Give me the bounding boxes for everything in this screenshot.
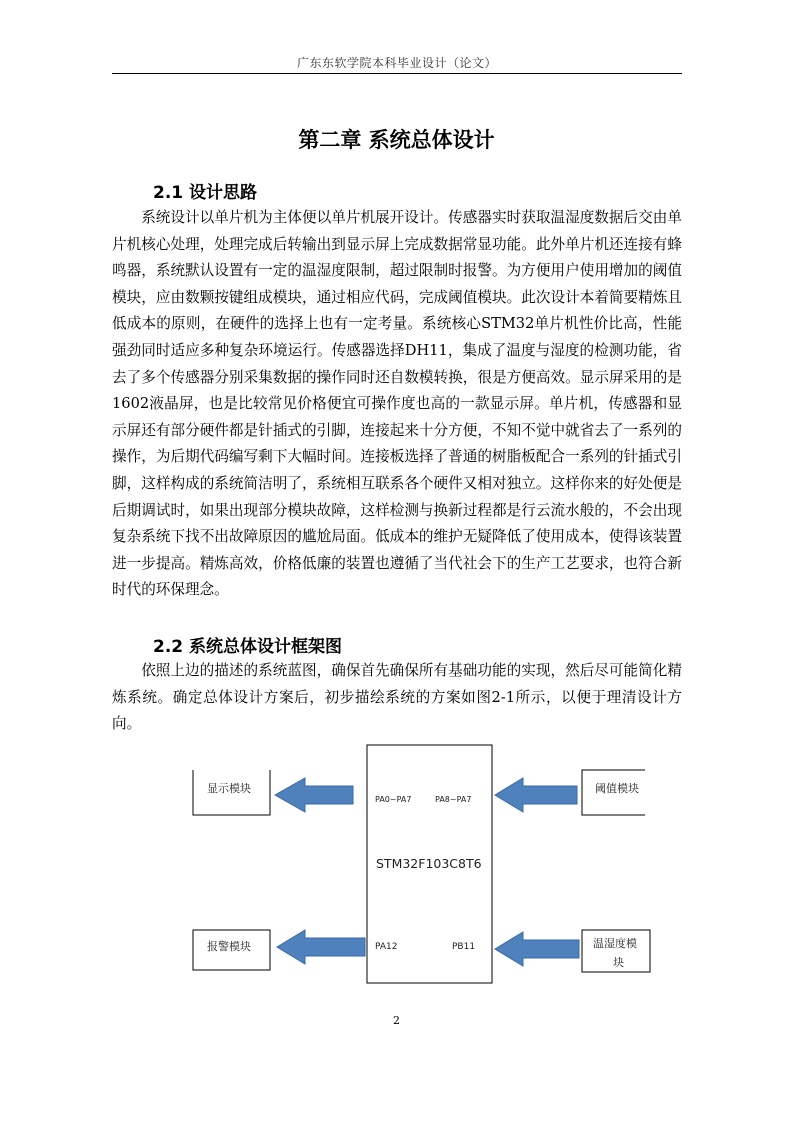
alarm-module-label: 报警模块 — [207, 940, 251, 953]
system-block-diagram-svg — [185, 740, 655, 990]
pin-right-top: PA8~PA7 — [435, 795, 472, 804]
running-header: 广东东软学院本科毕业设计（论文） — [296, 56, 497, 70]
page-number: 2 — [393, 1014, 400, 1027]
section-title-2-1: 2.1 设计思路 — [153, 183, 258, 203]
pin-left-top: PA0~PA7 — [375, 795, 412, 804]
arrow-from-sensor — [495, 932, 579, 966]
header-rule — [112, 73, 682, 74]
pin-right-bottom: PB11 — [452, 942, 476, 952]
section-title-2-2: 2.2 系统总体设计框架图 — [153, 637, 343, 657]
threshold-module-label: 阈值模块 — [595, 782, 639, 795]
pin-left-bottom: PA12 — [375, 942, 398, 952]
mcu-label: STM32F103C8T6 — [376, 856, 482, 871]
sensor-module-label-line1: 温湿度模 — [593, 937, 637, 950]
section-paragraph-2-2: 依照上边的描述的系统蓝图，确保首先确保所有基础功能的实现，然后尽可能简化精炼系统。确定总体设计方案后，初步描绘系统的方案如图2-1所示，以便于理清设计方向。 — [112, 662, 682, 733]
sensor-module-label-line2: 块 — [613, 956, 624, 969]
section-paragraph-2-1: 系统设计以单片机为主体便以单片机展开设计。传感器实时获取温湿度数据后交由单片机核心处理，处理完成后转输出到显示屏上完成数据常显功能。此外单片机还连接有蜂鸣器，系统默认设置有一定的温湿度限制，超过限制时报警。为方便用户使用增加的阈值模块，应由数颗按键组成模块，通过相应代码，完成阈值模块。此次设计本着简要精炼且低成本的原则，在硬件的选择上也有一定考量。系统核心STM32单片机性价比高，性能强劲同时适应多种复杂环境运行。传感器选择DH11，集成了温度与湿度的检测功能，省去了多个传感器分别采集数据的操作同时还自数模转换，很是方便高效。显示屏采用的是1602液晶屏，也是比较常见价格便宜可操作度也高的一款显示屏。单片机，传感器和显示屏还有部分硬件都是针插式的引脚，连接起来十分方便，不知不觉中就省去了一系列的操作，为后期代码编写剩下大幅时间。连接板选择了普通的树脂板配合一系列的针插式引脚，这样构成的系统简洁明了，系统相互联系各个硬件又相对独立。这样你来的好处便是后期调试时，如果出现部分模块故障，这样检测与换新过程都是行云流水般的，不会出现复杂系统下找不出故障原因的尴尬局面。低成本的维护无疑降低了使用成本，使得该装置进一步提高。精炼高效，价格低廉的装置也遵循了当代社会下的生产工艺要求，也符合新时代的环保理念。 — [112, 209, 682, 599]
arrow-to-display — [275, 778, 353, 812]
chapter-title: 第二章 系统总体设计 — [298, 128, 495, 152]
arrow-from-threshold — [495, 778, 577, 812]
arrow-to-alarm — [277, 930, 365, 964]
display-module-label: 显示模块 — [207, 782, 251, 795]
system-block-diagram — [185, 740, 655, 990]
